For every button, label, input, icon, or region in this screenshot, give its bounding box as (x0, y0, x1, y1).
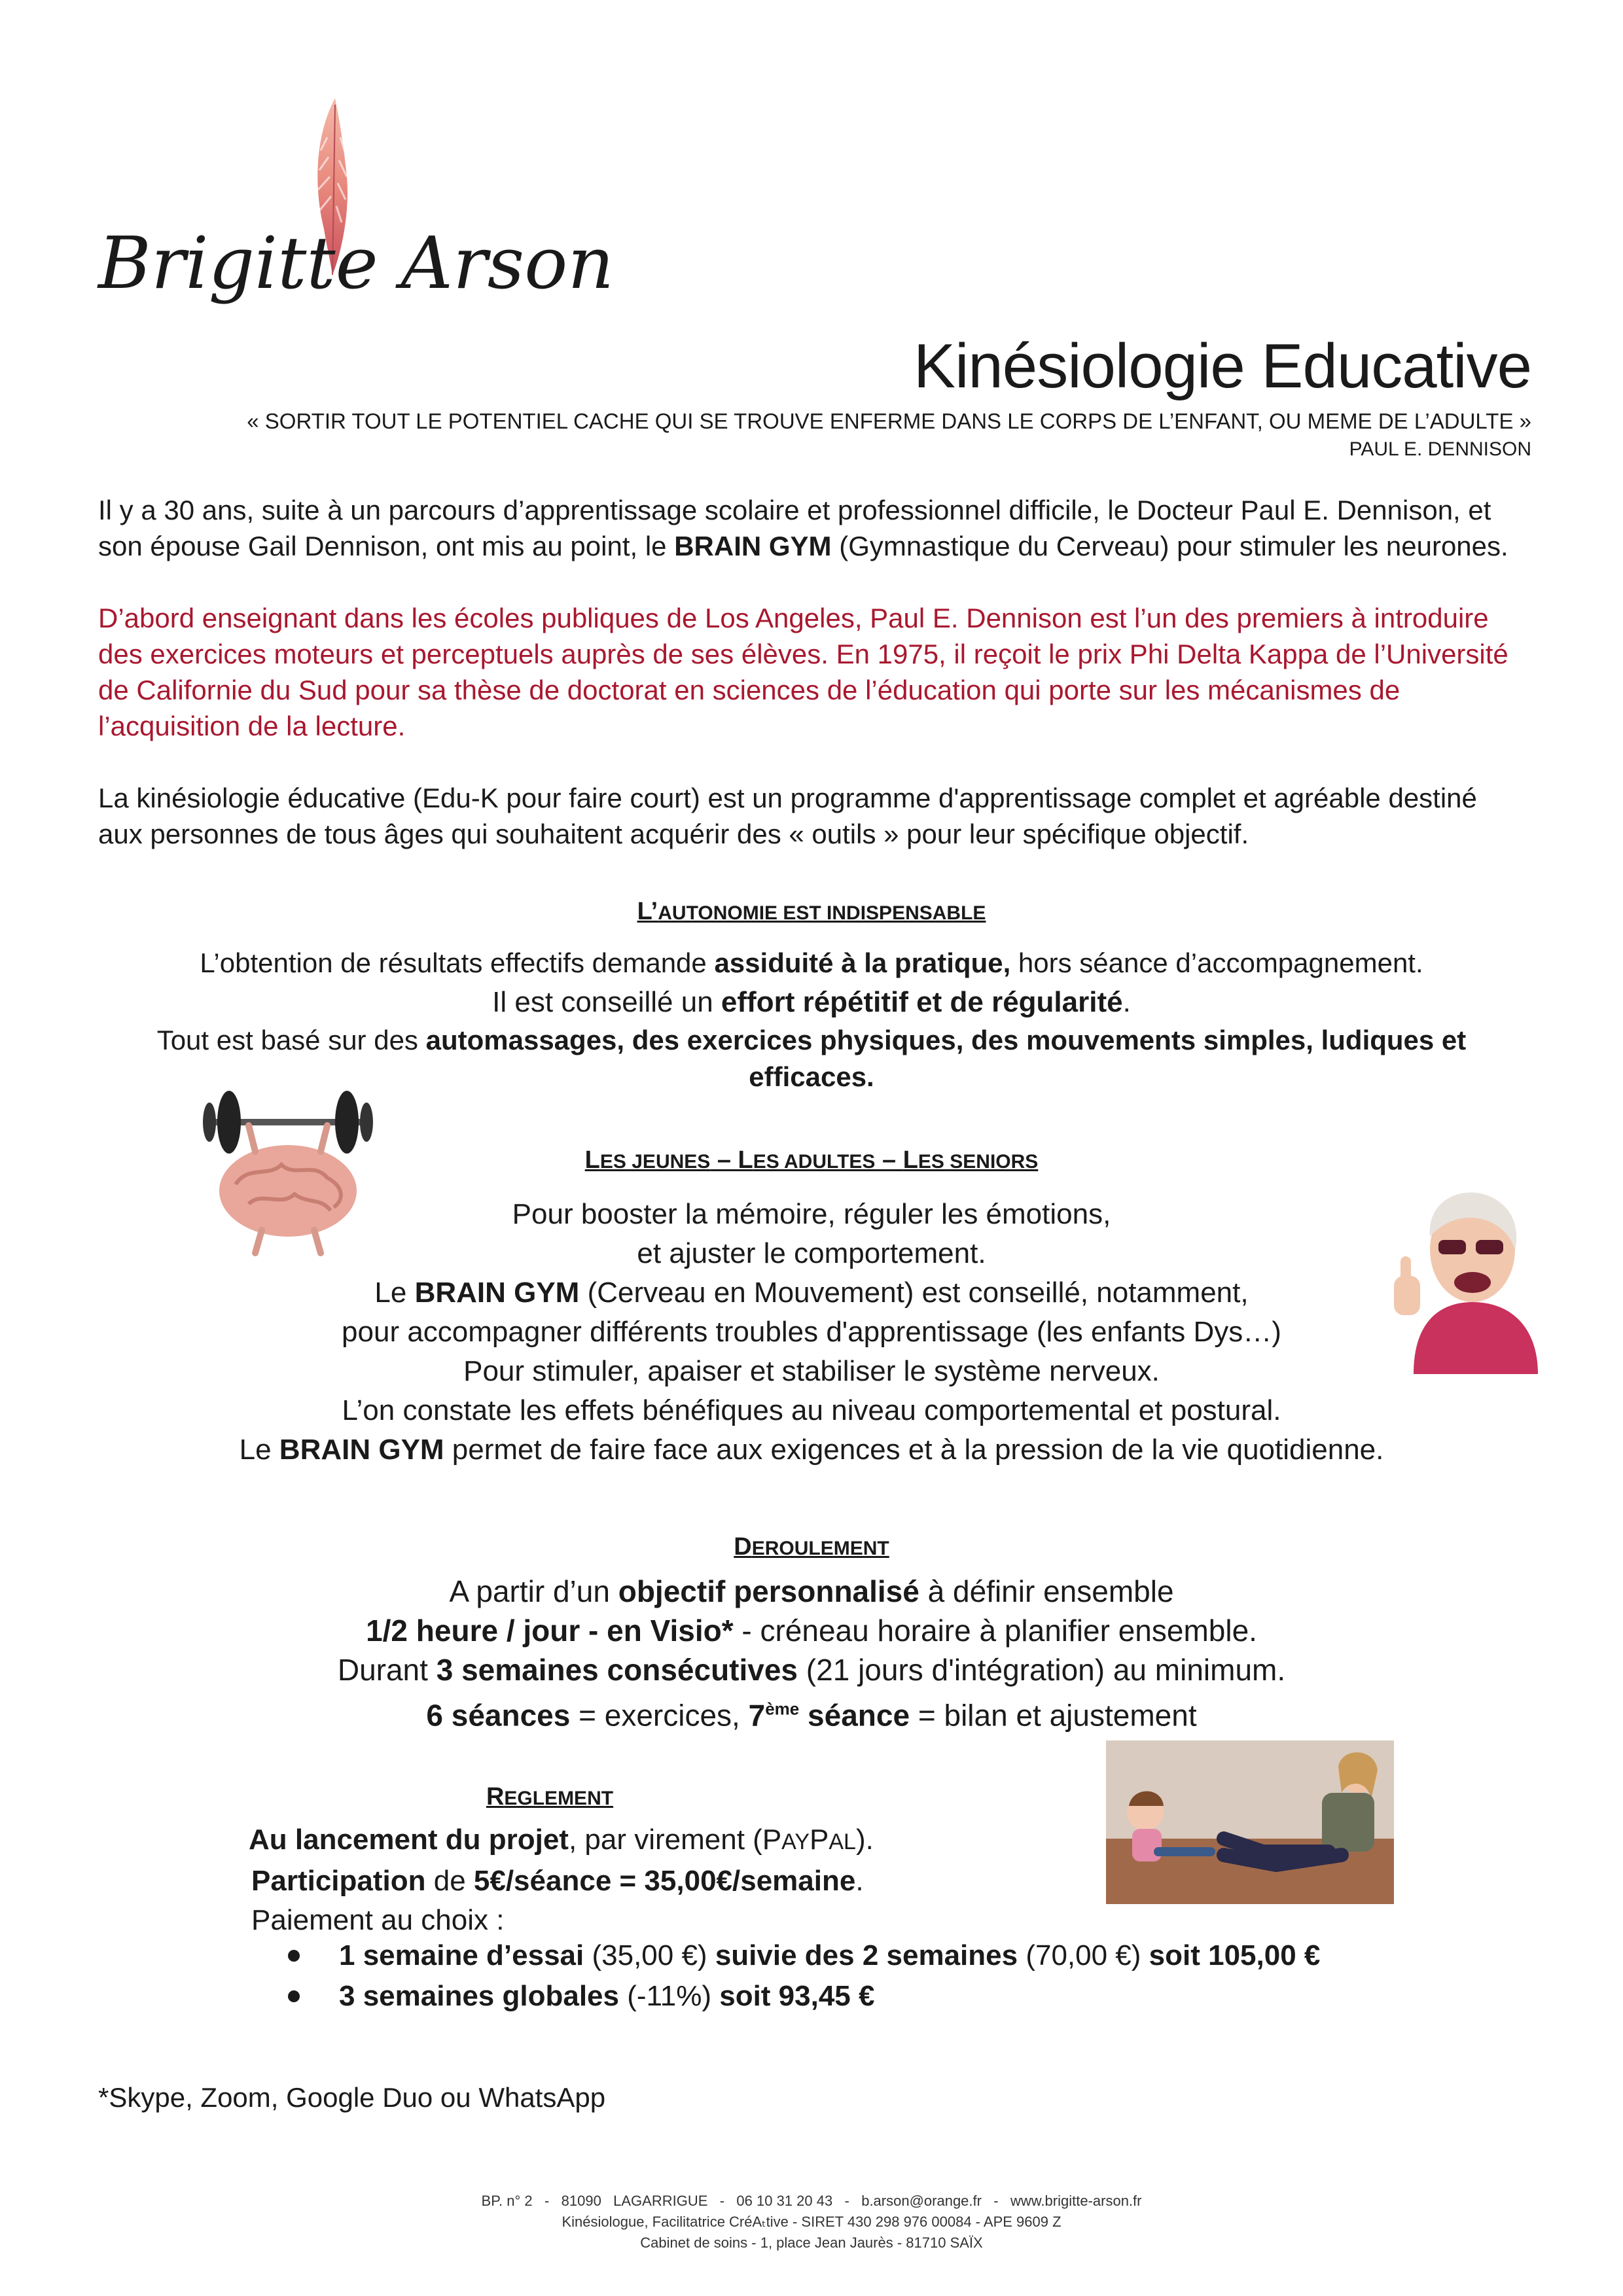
mother-child-exercise-image (1106, 1740, 1394, 1904)
senior-woman-image (1387, 1178, 1544, 1374)
jeunes-line-1: Pour booster la mémoire, réguler les émotions, (512, 1198, 1111, 1230)
quote-author: PAUL E. DENNISON (1349, 438, 1531, 460)
footer-legal: Kinésiologue, Facilitatrice CréAₜtive - SIRET 430 298 976 00084 - APE 9609 Z (562, 2214, 1061, 2230)
feather-logo-icon (98, 98, 615, 321)
bullet-icon (288, 1950, 300, 1962)
jeunes-line-6: L’on constate les effets bénéfiques au niveau comportemental et postural. (342, 1394, 1281, 1426)
bullet-icon (288, 1990, 300, 2002)
brand-logo (98, 98, 615, 321)
payment-options-list (288, 1935, 1320, 2017)
logo-text: Brigitte Arson (98, 221, 615, 305)
reglement-line-1: Au lancement du projet, par virement (PAYPAL). (249, 1824, 874, 1856)
jeunes-line-3: Le BRAIN GYM (Cerveau en Mouvement) est conseillé, notamment, (374, 1277, 1249, 1309)
payment-option-1: 1 semaine d’essai (35,00 €) suivie des 2 semaines (70,00 €) soit 105,00 € (288, 1935, 1320, 1976)
footnote: *Skype, Zoom, Google Duo ou WhatsApp (98, 2082, 606, 2113)
deroulement-heading: DEROULEMENT (734, 1533, 889, 1561)
jeunes-line-5: Pour stimuler, apaiser et stabiliser le système nerveux. (463, 1355, 1160, 1387)
jeunes-section (131, 1195, 1492, 1470)
header-quote: « SORTIR TOUT LE POTENTIEL CACHE QUI SE TROUVE ENFERME DANS LE CORPS DE L’ENFANT, OU MEME DE L’ADULTE » (247, 409, 1531, 433)
jeunes-line-2: et ajuster le comportement. (637, 1237, 986, 1269)
page-title: Kinésiologie Educative (914, 331, 1531, 401)
autonomie-section (98, 944, 1525, 1095)
deroulement-line-3: Durant 3 semaines consécutives (21 jours d'intégration) au minimum. (337, 1653, 1286, 1687)
deroulement-section (131, 1572, 1492, 1735)
intro-paragraph-1: Il y a 30 ans, suite à un parcours d’apprentissage scolaire et professionnel difficile, le Docteur Paul E. Dennison, et son épouse Gail Dennison, ont mis au point, le BRAIN GYM (Gymnastique du Cerveau) pour stimuler les neurones. (98, 495, 1508, 561)
footer-address: Cabinet de soins - 1, place Jean Jaurès - 81710 SAÏX (640, 2234, 983, 2251)
jeunes-line-7: Le BRAIN GYM permet de faire face aux exigences et à la pression de la vie quotidienne. (239, 1434, 1384, 1466)
reglement-line-2: Participation de 5€/séance = 35,00€/semaine. (251, 1865, 864, 1897)
deroulement-line-1: A partir d’un objectif personnalisé à définir ensemble (449, 1574, 1174, 1608)
footer-contact: BP. n° 2 - 81090 LAGARRIGUE - 06 10 31 20 43 - b.arson@orange.fr - www.brigitte-arson.fr (481, 2193, 1142, 2209)
reglement-heading: REGLEMENT (486, 1783, 614, 1810)
jeunes-adultes-seniors-heading: LES JEUNES – LES ADULTES – LES SENIORS (584, 1146, 1039, 1174)
deroulement-line-4: 6 séances = exercices, 7ème séance = bilan et ajustement (426, 1698, 1197, 1733)
autonomie-line-3: Tout est basé sur des automassages, des exercices physiques, des mouvements simples, ludiques et efficaces. (156, 1025, 1467, 1092)
autonomie-line-1: L’obtention de résultats effectifs demande assiduité à la pratique, hors séance d’accompagnement. (200, 947, 1423, 978)
page-footer (353, 2191, 1270, 2253)
deroulement-line-2: 1/2 heure / jour - en Visio* - créneau horaire à planifier ensemble. (366, 1614, 1257, 1648)
autonomie-heading: L’AUTONOMIE EST INDISPENSABLE (637, 898, 986, 925)
intro-paragraph-3: La kinésiologie éducative (Edu-K pour faire court) est un programme d'apprentissage complet et agréable destiné aux personnes de tous âges qui souhaitent acquérir des « outils » pour leur spécifique objectif. (98, 783, 1477, 849)
reglement-line-3: Paiement au choix : (251, 1904, 505, 1936)
autonomie-line-2: Il est conseillé un effort répétitif et de régularité. (492, 986, 1131, 1018)
payment-option-2: 3 semaines globales (-11%) soit 93,45 € (288, 1976, 1320, 2017)
jeunes-line-4: pour accompagner différents troubles d'apprentissage (les enfants Dys…) (342, 1316, 1281, 1348)
intro-paragraph-2: D’abord enseignant dans les écoles publiques de Los Angeles, Paul E. Dennison est l’un des premiers à introduire des exercices moteurs et perceptuels auprès de ses élèves. En 1975, il reçoit le prix Phi Delta Kappa de l’Université de Californie du Sud pour sa thèse de doctorat en sciences de l’éducation qui porte sur les mécanismes de l’acquisition de la lecture. (98, 603, 1508, 741)
reglement-section (249, 1820, 874, 1940)
